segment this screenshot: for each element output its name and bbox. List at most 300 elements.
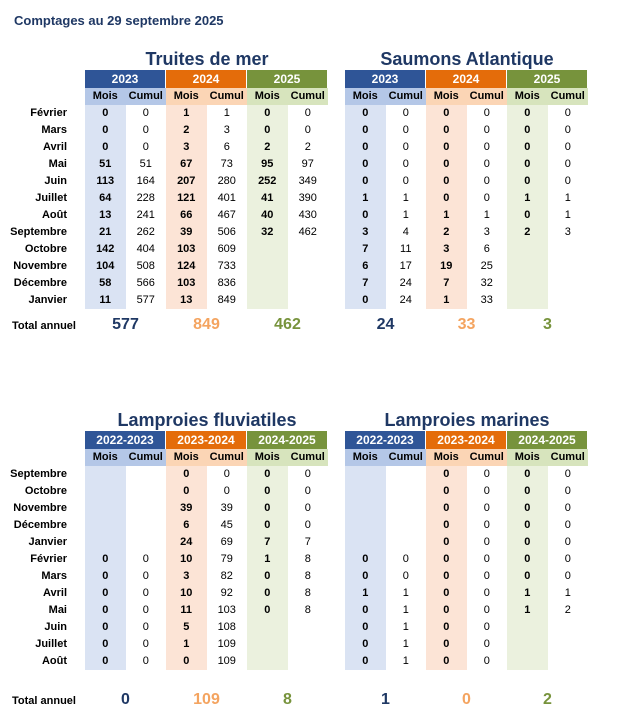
table-cell: 33 bbox=[480, 294, 493, 306]
table-cell: 0 bbox=[264, 519, 271, 531]
cumul-header: Cumul bbox=[207, 449, 248, 466]
sub-header-row bbox=[345, 449, 589, 466]
table-cell bbox=[288, 653, 329, 670]
table-cell: 95 bbox=[261, 158, 274, 170]
mois-column bbox=[166, 466, 207, 670]
table-cell: 1 bbox=[443, 294, 450, 306]
table-cell bbox=[247, 275, 288, 292]
table-cell: 252 bbox=[258, 175, 277, 187]
table-cell: 0 bbox=[524, 502, 531, 514]
table-cell bbox=[507, 636, 548, 653]
month-label: Mai bbox=[48, 158, 67, 170]
table-cell: 58 bbox=[99, 277, 112, 289]
table-cell: 24 bbox=[399, 294, 412, 306]
table-cell: 51 bbox=[139, 158, 152, 170]
table-cell: 0 bbox=[102, 107, 109, 119]
mois-header: Mois bbox=[426, 88, 467, 105]
table-cell: 0 bbox=[402, 553, 409, 565]
month-label: Septembre bbox=[10, 468, 67, 480]
table-cell: 0 bbox=[102, 570, 109, 582]
table-cell: 11 bbox=[180, 604, 193, 616]
cumul-header: Cumul bbox=[126, 88, 167, 105]
table-cell: 3 bbox=[362, 226, 369, 238]
year-header-row bbox=[345, 431, 589, 449]
month-label: Juillet bbox=[35, 192, 67, 204]
mois-header: Mois bbox=[247, 449, 288, 466]
mois-header: Mois bbox=[507, 449, 548, 466]
table-cell: 0 bbox=[483, 621, 490, 633]
table-body bbox=[345, 105, 589, 309]
table-cell: 0 bbox=[483, 604, 490, 616]
table-cell: 0 bbox=[443, 519, 450, 531]
table-cell: 506 bbox=[217, 226, 236, 238]
table-cell: 2 bbox=[183, 124, 190, 136]
table-cell: 142 bbox=[96, 243, 115, 255]
table-cell bbox=[126, 466, 167, 483]
table-cell: 0 bbox=[304, 124, 311, 136]
table-cell: 0 bbox=[524, 209, 531, 221]
table-cell: 0 bbox=[142, 638, 149, 650]
table-cell: 0 bbox=[264, 570, 271, 582]
table-cell: 0 bbox=[443, 587, 450, 599]
table-cell: 64 bbox=[99, 192, 112, 204]
table-cell: 0 bbox=[304, 468, 311, 480]
table-cell: 4 bbox=[402, 226, 409, 238]
table-cell bbox=[548, 619, 589, 636]
page-title: Comptages au 29 septembre 2025 bbox=[14, 13, 224, 28]
table-cell: 3 bbox=[183, 141, 190, 153]
table-cell: 0 bbox=[142, 124, 149, 136]
table-cell: 0 bbox=[362, 209, 369, 221]
table-cell bbox=[85, 466, 126, 483]
table-cell: 0 bbox=[142, 141, 149, 153]
cumul-column bbox=[288, 105, 329, 309]
table-cell: 0 bbox=[183, 655, 190, 667]
month-label: Juin bbox=[44, 175, 67, 187]
year-header: 2024 bbox=[426, 70, 507, 88]
table-cell: 577 bbox=[136, 294, 155, 306]
table-cell bbox=[288, 636, 329, 653]
table-cell bbox=[345, 466, 386, 483]
table-cell: 0 bbox=[443, 502, 450, 514]
month-labels bbox=[3, 105, 67, 309]
month-label: Juillet bbox=[35, 638, 67, 650]
table-cell: 0 bbox=[362, 107, 369, 119]
table-cell: 0 bbox=[483, 175, 490, 187]
table-cell: 0 bbox=[443, 621, 450, 633]
year-header: 2022-2023 bbox=[345, 431, 426, 449]
table-cell: 0 bbox=[443, 570, 450, 582]
year-header: 2025 bbox=[247, 70, 328, 88]
table-cell: 103 bbox=[217, 604, 236, 616]
year-header: 2022-2023 bbox=[85, 431, 166, 449]
table-cell: 13 bbox=[99, 209, 112, 221]
table-cell: 0 bbox=[524, 107, 531, 119]
mois-column bbox=[247, 466, 288, 670]
table-cell bbox=[85, 534, 126, 551]
table-cell: 109 bbox=[217, 638, 236, 650]
table-cell: 1 bbox=[402, 192, 409, 204]
table-cell: 69 bbox=[220, 536, 233, 548]
table-cell: 0 bbox=[483, 570, 490, 582]
table-cell: 51 bbox=[99, 158, 112, 170]
table-cell: 25 bbox=[480, 260, 493, 272]
table-cell: 8 bbox=[304, 587, 311, 599]
table-cell: 508 bbox=[136, 260, 155, 272]
mois-header: Mois bbox=[85, 88, 126, 105]
table-cell bbox=[507, 275, 548, 292]
species-table bbox=[85, 431, 329, 670]
table-cell: 0 bbox=[102, 141, 109, 153]
total-value: 0 bbox=[121, 691, 130, 708]
table-cell: 0 bbox=[264, 604, 271, 616]
table-cell: 0 bbox=[223, 485, 230, 497]
table-body bbox=[345, 466, 589, 670]
table-cell: 0 bbox=[524, 553, 531, 565]
table-cell: 401 bbox=[217, 192, 236, 204]
table-cell bbox=[288, 619, 329, 636]
table-cell: 0 bbox=[102, 124, 109, 136]
table-cell: 0 bbox=[524, 468, 531, 480]
table-cell: 2 bbox=[524, 226, 531, 238]
table-cell bbox=[288, 292, 329, 309]
cumul-column bbox=[207, 105, 248, 309]
table-cell: 0 bbox=[142, 587, 149, 599]
cumul-column bbox=[386, 466, 427, 670]
month-label: Octobre bbox=[24, 485, 67, 497]
total-value: 109 bbox=[193, 691, 220, 708]
table-cell bbox=[288, 241, 329, 258]
table-cell: 1 bbox=[524, 587, 531, 599]
table-cell: 0 bbox=[524, 485, 531, 497]
mois-header: Mois bbox=[507, 88, 548, 105]
table-cell bbox=[548, 258, 589, 275]
total-value: 33 bbox=[457, 316, 476, 333]
table-cell bbox=[386, 483, 427, 500]
month-label: Août bbox=[41, 655, 67, 667]
table-cell: 0 bbox=[264, 107, 271, 119]
table-cell: 0 bbox=[524, 158, 531, 170]
table-cell bbox=[345, 500, 386, 517]
table-cell: 0 bbox=[483, 485, 490, 497]
table-cell bbox=[548, 292, 589, 309]
table-cell: 0 bbox=[564, 141, 571, 153]
table-cell: 0 bbox=[183, 468, 190, 480]
table-cell: 32 bbox=[480, 277, 493, 289]
month-label: Février bbox=[30, 107, 67, 119]
total-annuel-label: Total annuel bbox=[12, 320, 76, 332]
species-table bbox=[345, 70, 589, 309]
table-cell: 0 bbox=[524, 175, 531, 187]
table-cell: 0 bbox=[564, 468, 571, 480]
table-cell: 0 bbox=[564, 175, 571, 187]
table-cell: 113 bbox=[96, 175, 115, 187]
table-cell bbox=[507, 619, 548, 636]
table-cell bbox=[247, 292, 288, 309]
table-cell: 0 bbox=[524, 141, 531, 153]
table-cell: 0 bbox=[304, 107, 311, 119]
mois-column bbox=[345, 105, 386, 309]
table-cell: 104 bbox=[96, 260, 115, 272]
mois-column bbox=[426, 466, 467, 670]
table-cell: 0 bbox=[102, 638, 109, 650]
table-cell: 8 bbox=[304, 570, 311, 582]
table-cell: 0 bbox=[483, 468, 490, 480]
table-cell: 3 bbox=[443, 243, 450, 255]
mois-column bbox=[345, 466, 386, 670]
table-cell: 1 bbox=[402, 604, 409, 616]
table-cell bbox=[345, 483, 386, 500]
table-cell: 17 bbox=[399, 260, 412, 272]
table-cell: 0 bbox=[483, 655, 490, 667]
total-value: 2 bbox=[543, 691, 552, 708]
table-cell: 0 bbox=[142, 570, 149, 582]
table-cell: 66 bbox=[180, 209, 193, 221]
year-header-row bbox=[85, 431, 329, 449]
table-cell bbox=[548, 241, 589, 258]
table-cell: 124 bbox=[177, 260, 196, 272]
year-header: 2024-2025 bbox=[247, 431, 328, 449]
table-cell: 733 bbox=[217, 260, 236, 272]
table-cell bbox=[507, 653, 548, 670]
table-cell: 6 bbox=[183, 519, 190, 531]
table-cell: 67 bbox=[180, 158, 193, 170]
table-cell: 164 bbox=[136, 175, 155, 187]
table-cell: 0 bbox=[524, 536, 531, 548]
table-title: Lamproies fluviatiles bbox=[117, 410, 297, 430]
sub-header-row bbox=[85, 449, 329, 466]
table-cell: 1 bbox=[564, 192, 571, 204]
table-cell bbox=[247, 258, 288, 275]
cumul-column bbox=[126, 105, 167, 309]
table-cell: 1 bbox=[362, 192, 369, 204]
cumul-column bbox=[207, 466, 248, 670]
table-cell: 0 bbox=[102, 604, 109, 616]
cumul-column bbox=[467, 105, 508, 309]
table-cell: 0 bbox=[443, 553, 450, 565]
table-cell: 0 bbox=[183, 485, 190, 497]
month-label: Décembre bbox=[13, 519, 67, 531]
table-cell bbox=[247, 241, 288, 258]
cumul-header: Cumul bbox=[386, 88, 427, 105]
table-cell: 0 bbox=[483, 192, 490, 204]
mois-column bbox=[507, 466, 548, 670]
table-cell: 39 bbox=[180, 502, 193, 514]
year-header: 2024 bbox=[166, 70, 247, 88]
cumul-header: Cumul bbox=[467, 449, 508, 466]
table-cell: 0 bbox=[102, 655, 109, 667]
sub-header-row bbox=[345, 88, 589, 105]
cumul-header: Cumul bbox=[548, 88, 589, 105]
total-value: 3 bbox=[543, 316, 552, 333]
cumul-column bbox=[288, 466, 329, 670]
table-cell: 0 bbox=[483, 107, 490, 119]
table-cell bbox=[85, 483, 126, 500]
table-cell: 0 bbox=[443, 141, 450, 153]
month-label: Août bbox=[41, 209, 67, 221]
year-header: 2023-2024 bbox=[166, 431, 247, 449]
table-cell: 103 bbox=[177, 277, 196, 289]
month-label: Décembre bbox=[13, 277, 67, 289]
table-cell: 0 bbox=[483, 519, 490, 531]
table-cell: 0 bbox=[362, 655, 369, 667]
table-cell: 0 bbox=[564, 124, 571, 136]
table-cell: 0 bbox=[142, 107, 149, 119]
total-annuel-label: Total annuel bbox=[12, 695, 76, 707]
total-value: 24 bbox=[376, 316, 395, 333]
table-cell bbox=[247, 636, 288, 653]
month-label: Mai bbox=[48, 604, 67, 616]
table-cell: 109 bbox=[217, 655, 236, 667]
table-cell: 79 bbox=[220, 553, 233, 565]
table-cell: 0 bbox=[564, 570, 571, 582]
table-cell: 0 bbox=[102, 587, 109, 599]
table-cell: 0 bbox=[102, 621, 109, 633]
table-cell: 5 bbox=[183, 621, 190, 633]
table-cell: 0 bbox=[264, 502, 271, 514]
table-cell: 103 bbox=[177, 243, 196, 255]
month-labels bbox=[3, 466, 67, 670]
table-cell: 262 bbox=[136, 226, 155, 238]
table-cell: 7 bbox=[362, 277, 369, 289]
table-cell: 32 bbox=[261, 226, 274, 238]
table-cell: 0 bbox=[402, 141, 409, 153]
total-value: 462 bbox=[274, 316, 301, 333]
table-cell: 0 bbox=[402, 570, 409, 582]
month-label: Février bbox=[30, 553, 67, 565]
table-cell: 7 bbox=[304, 536, 311, 548]
table-cell: 0 bbox=[443, 124, 450, 136]
table-cell: 1 bbox=[183, 107, 190, 119]
table-cell: 0 bbox=[402, 124, 409, 136]
table-cell: 0 bbox=[483, 124, 490, 136]
table-cell: 2 bbox=[443, 226, 450, 238]
table-cell: 8 bbox=[304, 553, 311, 565]
table-cell: 24 bbox=[399, 277, 412, 289]
table-cell: 0 bbox=[402, 107, 409, 119]
table-cell: 82 bbox=[220, 570, 233, 582]
table-cell: 11 bbox=[400, 243, 412, 255]
cumul-header: Cumul bbox=[548, 449, 589, 466]
table-cell: 41 bbox=[261, 192, 274, 204]
table-cell: 609 bbox=[217, 243, 236, 255]
cumul-header: Cumul bbox=[207, 88, 248, 105]
table-cell bbox=[507, 258, 548, 275]
month-label: Novembre bbox=[13, 502, 67, 514]
table-cell: 73 bbox=[220, 158, 233, 170]
table-cell: 0 bbox=[564, 536, 571, 548]
table-cell: 0 bbox=[102, 553, 109, 565]
table-cell: 0 bbox=[524, 124, 531, 136]
month-label: Septembre bbox=[10, 226, 67, 238]
table-cell bbox=[85, 517, 126, 534]
table-cell: 0 bbox=[362, 638, 369, 650]
mois-column bbox=[166, 105, 207, 309]
table-cell: 0 bbox=[443, 536, 450, 548]
table-body bbox=[85, 105, 329, 309]
sub-header-row bbox=[85, 88, 329, 105]
table-cell bbox=[507, 292, 548, 309]
cumul-column bbox=[467, 466, 508, 670]
table-cell: 0 bbox=[443, 638, 450, 650]
mois-column bbox=[507, 105, 548, 309]
month-label: Janvier bbox=[28, 536, 67, 548]
table-cell: 10 bbox=[180, 587, 193, 599]
table-cell: 8 bbox=[304, 604, 311, 616]
year-header: 2024-2025 bbox=[507, 431, 588, 449]
table-cell: 10 bbox=[180, 553, 193, 565]
table-cell: 1 bbox=[402, 638, 409, 650]
table-cell: 0 bbox=[564, 502, 571, 514]
mois-column bbox=[426, 105, 467, 309]
table-cell: 0 bbox=[304, 519, 311, 531]
cumul-column bbox=[548, 466, 589, 670]
year-header-row bbox=[345, 70, 589, 88]
table-cell: 1 bbox=[223, 107, 230, 119]
table-cell: 11 bbox=[99, 294, 112, 306]
table-cell: 3 bbox=[564, 226, 571, 238]
table-cell: 1 bbox=[564, 209, 571, 221]
table-cell: 0 bbox=[483, 502, 490, 514]
table-cell: 0 bbox=[362, 604, 369, 616]
table-cell: 40 bbox=[261, 209, 274, 221]
table-cell: 1 bbox=[402, 587, 409, 599]
table-cell: 21 bbox=[99, 226, 112, 238]
mois-header: Mois bbox=[85, 449, 126, 466]
table-cell: 0 bbox=[362, 621, 369, 633]
table-cell: 0 bbox=[564, 107, 571, 119]
species-table bbox=[85, 70, 329, 309]
table-cell: 3 bbox=[183, 570, 190, 582]
mois-header: Mois bbox=[166, 449, 207, 466]
table-cell: 97 bbox=[301, 158, 314, 170]
month-label: Juin bbox=[44, 621, 67, 633]
table-cell: 0 bbox=[443, 485, 450, 497]
table-cell: 404 bbox=[136, 243, 155, 255]
cumul-column bbox=[126, 466, 167, 670]
table-cell bbox=[386, 534, 427, 551]
table-cell: 0 bbox=[443, 158, 450, 170]
table-cell: 1 bbox=[402, 209, 409, 221]
year-header: 2023-2024 bbox=[426, 431, 507, 449]
table-cell: 1 bbox=[264, 553, 271, 565]
table-cell bbox=[548, 275, 589, 292]
table-cell: 0 bbox=[362, 294, 369, 306]
table-cell: 92 bbox=[220, 587, 233, 599]
table-cell: 6 bbox=[362, 260, 369, 272]
month-label: Janvier bbox=[28, 294, 67, 306]
table-title: Lamproies marines bbox=[384, 410, 550, 430]
mois-column bbox=[85, 466, 126, 670]
table-cell bbox=[126, 534, 167, 551]
table-cell: 849 bbox=[217, 294, 236, 306]
table-cell: 0 bbox=[264, 587, 271, 599]
table-cell: 7 bbox=[264, 536, 271, 548]
table-cell bbox=[288, 275, 329, 292]
table-cell: 24 bbox=[180, 536, 193, 548]
table-cell: 108 bbox=[217, 621, 236, 633]
mois-column bbox=[85, 105, 126, 309]
table-cell: 0 bbox=[142, 655, 149, 667]
table-cell: 0 bbox=[483, 587, 490, 599]
table-cell: 1 bbox=[443, 209, 450, 221]
table-cell: 19 bbox=[440, 260, 453, 272]
total-value: 577 bbox=[112, 316, 139, 333]
total-value: 8 bbox=[283, 691, 292, 708]
table-cell bbox=[548, 653, 589, 670]
table-cell: 0 bbox=[524, 570, 531, 582]
table-cell: 836 bbox=[217, 277, 236, 289]
